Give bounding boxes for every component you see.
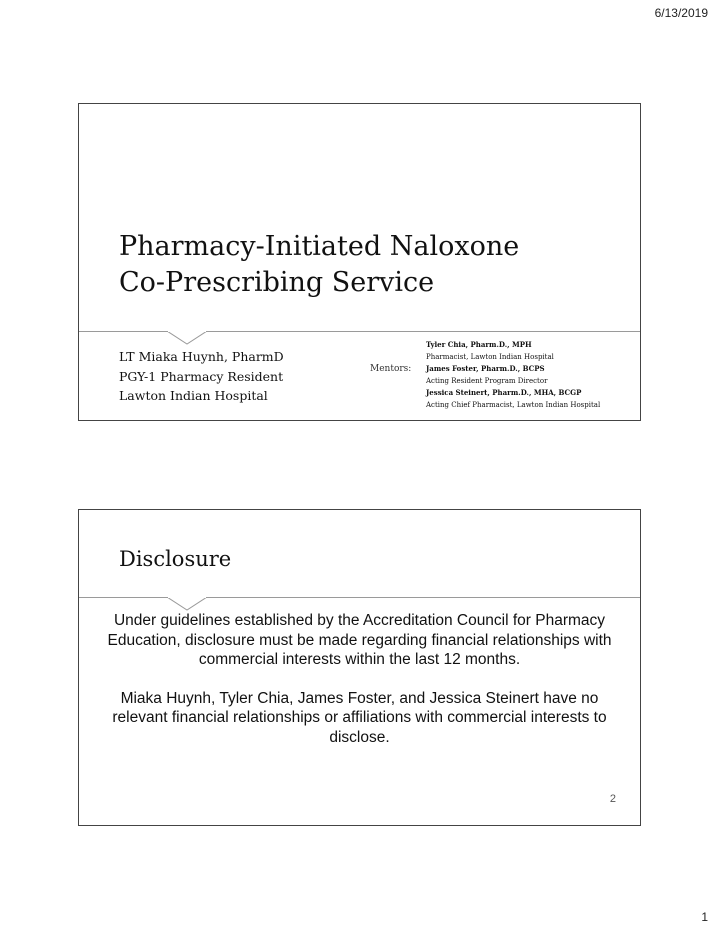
mentor-role: Acting Chief Pharmacist, Lawton Indian Hospital (426, 401, 601, 409)
mentor-role: Acting Resident Program Director (426, 377, 548, 385)
mentors-list (426, 339, 600, 411)
title-line: Pharmacy-Initiated Naloxone (119, 231, 520, 262)
slide-1 (78, 103, 641, 421)
mentors-label: Mentors: (370, 364, 412, 374)
presenter-title: PGY-1 Pharmacy Resident (119, 368, 284, 384)
divider-line (79, 597, 640, 598)
disclosure-paragraph: Miaka Huynh, Tyler Chia, James Foster, and Jessica Steinert have no relevant financial relationships or affiliations with commercial interests to disclose. (112, 689, 607, 746)
mentor-name: James Foster, Pharm.D., BCPS (426, 364, 545, 373)
mentor-name: Jessica Steinert, Pharm.D., MHA, BCGP (426, 388, 582, 397)
slide-title (119, 229, 619, 301)
presenter-info (119, 347, 284, 406)
mentor-name: Tyler Chia, Pharm.D., MPH (426, 340, 532, 349)
page-number: 1 (701, 910, 708, 924)
divider-line (79, 331, 640, 332)
disclosure-body (99, 611, 620, 747)
title-line: Co-Prescribing Service (119, 267, 435, 298)
presenter-affiliation: Lawton Indian Hospital (119, 388, 268, 403)
disclosure-paragraph: Under guidelines established by the Accreditation Council for Pharmacy Education, disclosure must be made regarding financial relationships with commercial interests within the last 12 months. (107, 612, 612, 668)
divider-notch (167, 597, 207, 611)
mentor-role: Pharmacist, Lawton Indian Hospital (426, 353, 554, 361)
slide-2 (78, 509, 641, 826)
print-date: 6/13/2019 (654, 6, 708, 20)
slide-number: 2 (609, 793, 616, 805)
divider-notch (167, 331, 207, 345)
presenter-name: LT Miaka Huynh, PharmD (119, 349, 284, 364)
slide-title: Disclosure (119, 547, 232, 571)
